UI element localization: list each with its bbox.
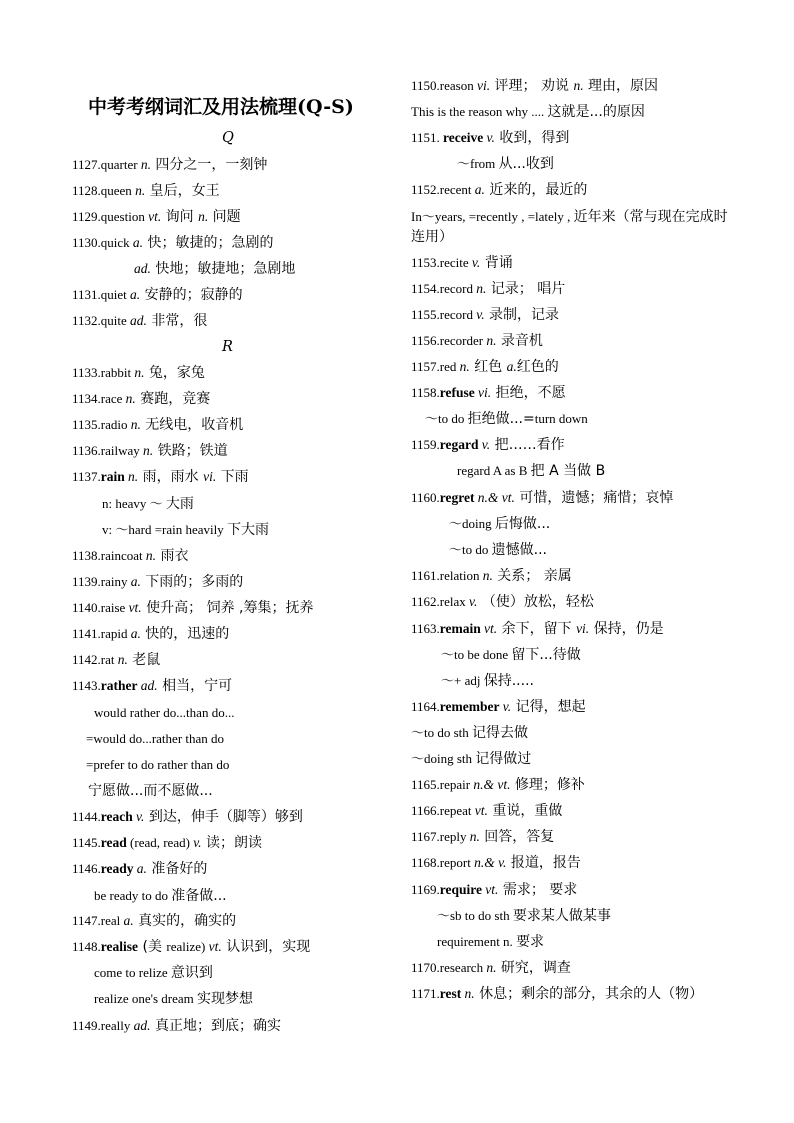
english-text: 1140.raise xyxy=(72,600,129,615)
entry-line xyxy=(411,880,577,900)
english-text: be ready to do xyxy=(94,888,172,903)
part-of-speech: v. xyxy=(502,699,512,714)
chinese-gloss: 这就是...的原因 xyxy=(547,104,645,120)
entry-line xyxy=(411,76,658,96)
part-of-speech: a. xyxy=(123,913,134,928)
chinese-gloss: 真正地；到底；确实 xyxy=(150,1018,281,1034)
entry-line xyxy=(72,467,249,487)
chinese-gloss: 拒绝，不愿 xyxy=(491,385,566,401)
entry-line xyxy=(411,331,543,351)
entry-line xyxy=(411,984,729,1004)
chinese-gloss: 红色 xyxy=(469,359,507,375)
english-text: ～to do xyxy=(449,542,492,557)
entry-line xyxy=(411,906,611,926)
english-text: 1131.quiet xyxy=(72,287,131,302)
english-text: This is the reason why .... xyxy=(411,104,548,119)
part-of-speech: n.& vt. xyxy=(477,490,515,505)
english-text: =prefer to do rather than do xyxy=(86,757,230,772)
english-text: 1154.record xyxy=(411,281,477,296)
headword: require xyxy=(439,882,483,897)
part-of-speech: vi. xyxy=(478,385,492,400)
entry-line xyxy=(72,598,314,618)
chinese-gloss: 休息；剩余的部分，其余的人（物） xyxy=(474,986,704,1002)
entry-line xyxy=(72,911,236,931)
english-text: 1158. xyxy=(411,385,440,400)
chinese-gloss: 赛跑，竞赛 xyxy=(135,391,211,407)
english-text: 1171. xyxy=(411,986,440,1001)
chinese-gloss: 记得去做 xyxy=(472,725,529,741)
entry-line xyxy=(72,389,210,409)
chinese-gloss: 大雨 xyxy=(165,496,194,512)
part-of-speech: n.& v. xyxy=(474,855,507,870)
entry-line xyxy=(411,154,554,174)
part-of-speech: vi. xyxy=(203,469,217,484)
english-text: 1129.question xyxy=(72,209,149,224)
chinese-gloss: 从...收到 xyxy=(498,156,554,172)
english-text: 1151. xyxy=(411,130,444,145)
chinese-gloss: 四分之一，一刻钟 xyxy=(150,157,268,173)
english-text: 1155.record xyxy=(411,307,477,322)
chinese-gloss: 红色的 xyxy=(516,359,559,375)
entry-line xyxy=(411,958,571,978)
part-of-speech: n. xyxy=(117,652,128,667)
part-of-speech: n. xyxy=(128,469,139,484)
english-text: ～+ adj xyxy=(441,673,484,688)
part-of-speech: n. xyxy=(469,829,480,844)
part-of-speech: vt. xyxy=(128,600,142,615)
english-text: 1168.report xyxy=(411,855,475,870)
headword: remain xyxy=(439,621,481,636)
entry-line xyxy=(72,650,160,670)
part-of-speech: n. xyxy=(130,417,141,432)
part-of-speech: v. xyxy=(486,130,495,145)
chinese-gloss: 快；敏捷的；急剧的 xyxy=(143,235,274,251)
english-text: 1163. xyxy=(411,621,440,636)
english-text: 1130.quick xyxy=(72,235,133,250)
entry-line xyxy=(411,207,729,247)
chinese-gloss: 宁愿做...而不愿做... xyxy=(88,783,213,799)
english-text: 1135.radio xyxy=(72,417,131,432)
chinese-gloss: 意识到 xyxy=(170,965,213,981)
english-text: ～sb to do sth xyxy=(437,908,513,923)
english-text: 1153.recite xyxy=(411,255,472,270)
chinese-gloss: 快地；敏捷地；急剧地 xyxy=(150,261,296,277)
english-text: ～doing xyxy=(449,516,495,531)
english-text: 1141.rapid xyxy=(72,626,131,641)
english-text: 1128.queen xyxy=(72,183,136,198)
english-text: 1137. xyxy=(72,469,101,484)
chinese-gloss: 记得做过 xyxy=(475,751,532,767)
part-of-speech: a. xyxy=(132,235,144,250)
entry-line xyxy=(411,514,550,534)
chinese-gloss: 认识到，实现 xyxy=(221,939,311,955)
chinese-gloss: 把 A 当做 B xyxy=(530,463,606,479)
chinese-gloss: 报道，报告 xyxy=(506,855,581,871)
chinese-gloss: 后悔做... xyxy=(494,516,551,532)
section-heading-q: Q xyxy=(222,130,234,146)
headword: read xyxy=(100,835,127,850)
english-text: 1164. xyxy=(411,699,440,714)
chinese-gloss: 下雨的；多雨的 xyxy=(140,574,244,590)
part-of-speech: v. xyxy=(469,594,478,609)
entry-line xyxy=(411,383,566,403)
part-of-speech: n. xyxy=(125,391,136,406)
english-text: In～years, =recently , =lately , xyxy=(411,209,574,224)
chinese-gloss: 评理； 劝说 xyxy=(490,78,574,94)
entry-line xyxy=(72,155,267,175)
entry-line xyxy=(411,540,547,560)
chinese-gloss: (美 xyxy=(138,939,167,955)
entry-line xyxy=(411,749,531,769)
entry-line xyxy=(72,233,273,253)
entry-line xyxy=(72,937,310,957)
english-text: ～to do xyxy=(425,411,468,426)
chinese-gloss: 询问 xyxy=(161,209,199,225)
entry-line xyxy=(411,592,594,612)
chinese-gloss: （使）放松，轻松 xyxy=(477,594,594,610)
entry-line xyxy=(72,572,243,592)
entry-line xyxy=(411,357,559,377)
entry-line xyxy=(72,259,295,279)
entry-line xyxy=(72,989,253,1009)
part-of-speech: vt. xyxy=(148,209,162,224)
chinese-gloss: 遗憾做... xyxy=(491,542,547,558)
part-of-speech: n. xyxy=(459,359,470,374)
chinese-gloss: 要求 xyxy=(516,934,545,950)
entry-line xyxy=(72,729,224,749)
english-text: 1166.repeat xyxy=(411,803,475,818)
entry-line xyxy=(72,311,207,331)
part-of-speech: n. xyxy=(486,333,497,348)
part-of-speech: n. xyxy=(482,568,493,583)
chinese-gloss: 准备做... xyxy=(171,888,227,904)
english-text: ～to do sth xyxy=(411,725,473,740)
english-text: 1132.quite xyxy=(72,313,131,328)
chinese-gloss: 关系； 亲属 xyxy=(492,568,572,584)
english-text: 1161.relation xyxy=(411,568,483,583)
part-of-speech: n. xyxy=(145,548,157,563)
entry-line xyxy=(411,619,664,639)
english-text: 1159. xyxy=(411,437,440,452)
entry-line xyxy=(72,859,207,879)
part-of-speech: vt. xyxy=(208,939,222,954)
chinese-gloss: 拒绝做...= xyxy=(467,411,535,427)
headword: rest xyxy=(439,986,462,1001)
part-of-speech: ad. xyxy=(130,313,147,328)
english-text: realize) xyxy=(166,939,209,954)
part-of-speech: v. xyxy=(481,437,491,452)
part-of-speech: ad. xyxy=(133,1018,151,1033)
part-of-speech: n. xyxy=(464,986,475,1001)
part-of-speech: a. xyxy=(136,861,147,876)
part-of-speech: vt. xyxy=(484,621,498,636)
chinese-gloss: 近年来（常与现在完成时连用） xyxy=(411,209,728,245)
english-text: 1144. xyxy=(72,809,101,824)
chinese-gloss: 无线电，收音机 xyxy=(140,417,244,433)
entry-line xyxy=(411,827,554,847)
part-of-speech: n. xyxy=(134,365,145,380)
entry-line xyxy=(411,253,513,273)
entry-line xyxy=(411,853,581,873)
chinese-gloss: 兔，家兔 xyxy=(144,365,205,381)
part-of-speech: vi. xyxy=(476,78,491,93)
part-of-speech: vt. xyxy=(474,803,488,818)
chinese-gloss: 收到，得到 xyxy=(494,130,570,146)
part-of-speech: n. xyxy=(573,78,584,93)
part-of-speech: v. xyxy=(476,307,485,322)
english-text: 1170.research xyxy=(411,960,487,975)
headword: refuse xyxy=(439,385,475,400)
english-text: 1167.reply xyxy=(411,829,470,844)
section-heading-r: R xyxy=(222,339,233,355)
part-of-speech: n. xyxy=(140,157,151,172)
part-of-speech: a. xyxy=(474,182,485,197)
chinese-gloss: 相当，宁可 xyxy=(157,678,233,694)
chinese-gloss: 研究，调查 xyxy=(496,960,571,976)
part-of-speech: v. xyxy=(193,835,202,850)
entry-line xyxy=(72,807,303,827)
chinese-gloss: 回答，答复 xyxy=(479,829,555,845)
entry-line xyxy=(72,520,269,540)
english-text: 1162.relax xyxy=(411,594,469,609)
chinese-gloss: 记得，想起 xyxy=(511,699,586,715)
chinese-gloss: 保持..... xyxy=(483,673,534,689)
english-text: requirement n. xyxy=(437,934,517,949)
english-text: come to relize xyxy=(94,965,171,980)
english-text: ～to be done xyxy=(441,647,512,662)
entry-line xyxy=(72,676,232,696)
headword: ready xyxy=(100,861,134,876)
chinese-gloss: 需求； 要求 xyxy=(498,882,578,898)
page-title: 中考考纲词汇及用法梳理(Q-S) xyxy=(88,96,354,118)
chinese-gloss: 把……看作 xyxy=(490,437,565,453)
english-text: 1136.railway xyxy=(72,443,143,458)
part-of-speech: vi. xyxy=(576,621,590,636)
english-text: 1150.reason xyxy=(411,78,477,93)
part-of-speech: n. xyxy=(476,281,487,296)
chinese-gloss: 皇后，女王 xyxy=(145,183,220,199)
english-text: 1148. xyxy=(72,939,101,954)
chinese-gloss: 老鼠 xyxy=(127,652,161,668)
english-text: 1133.rabbit xyxy=(72,365,135,380)
entry-line xyxy=(411,279,565,299)
entry-line xyxy=(72,886,227,906)
english-text: 1156.recorder xyxy=(411,333,487,348)
entry-line xyxy=(411,801,562,821)
chinese-gloss: 雨，雨水 xyxy=(138,469,204,485)
chinese-gloss: 重说，重做 xyxy=(487,803,563,819)
part-of-speech: a. xyxy=(130,626,141,641)
entry-line xyxy=(72,963,213,983)
entry-line xyxy=(72,781,213,801)
headword: rather xyxy=(100,678,138,693)
part-of-speech: n. xyxy=(198,209,209,224)
english-text: ～from xyxy=(457,156,499,171)
english-text: would rather do...than do... xyxy=(94,705,235,720)
entry-line xyxy=(72,703,234,723)
entry-line xyxy=(72,181,220,201)
entry-line xyxy=(411,932,544,952)
part-of-speech: a. xyxy=(130,574,141,589)
part-of-speech: n. xyxy=(143,443,154,458)
part-of-speech: n.& vt. xyxy=(473,777,511,792)
chinese-gloss: 要求某人做某事 xyxy=(512,908,611,924)
chinese-gloss: 到达，伸手（脚等）够到 xyxy=(144,809,303,825)
chinese-gloss: 近来的，最近的 xyxy=(484,182,588,198)
english-text: regard A as B xyxy=(457,463,531,478)
chinese-gloss: 可惜，遗憾；痛惜；哀悼 xyxy=(514,490,674,506)
entry-line xyxy=(72,833,262,853)
entry-line xyxy=(411,409,588,429)
entry-line xyxy=(411,488,673,508)
entry-line xyxy=(72,546,188,566)
chinese-gloss: 修理；修补 xyxy=(510,777,585,793)
chinese-gloss: 记录； 唱片 xyxy=(486,281,566,297)
english-text: realize one's dream xyxy=(94,991,198,1006)
part-of-speech: v. xyxy=(136,809,145,824)
english-text: v: ～hard =rain heavily xyxy=(102,522,228,537)
chinese-gloss: 余下，留下 xyxy=(497,621,577,637)
chinese-gloss: 问题 xyxy=(208,209,241,225)
chinese-gloss: 背诵 xyxy=(480,255,513,271)
english-text: 1145. xyxy=(72,835,101,850)
english-text: ～doing sth xyxy=(411,751,476,766)
entry-line xyxy=(411,461,605,481)
part-of-speech: a. xyxy=(130,287,141,302)
chinese-gloss: 下大雨 xyxy=(227,522,270,538)
english-text: 1139.rainy xyxy=(72,574,131,589)
entry-line xyxy=(72,415,243,435)
english-text: =would do...rather than do xyxy=(86,731,225,746)
english-text: 1160. xyxy=(411,490,440,505)
english-text: turn down xyxy=(534,411,588,426)
entry-line xyxy=(411,723,528,743)
english-text: n: heavy ～ xyxy=(102,496,166,511)
english-text: 1149.really xyxy=(72,1018,134,1033)
chinese-gloss: 录制，记录 xyxy=(484,307,560,323)
chinese-gloss: 雨衣 xyxy=(156,548,189,564)
entry-line xyxy=(411,128,569,148)
english-text: 1127.quarter xyxy=(72,157,141,172)
english-text: (read, read) xyxy=(126,835,194,850)
entry-line xyxy=(72,624,229,644)
entry-line xyxy=(72,755,229,775)
part-of-speech: a. xyxy=(506,359,517,374)
chinese-gloss: 下雨 xyxy=(216,469,249,485)
english-text: 1143. xyxy=(72,678,101,693)
chinese-gloss: 快的，迅速的 xyxy=(140,626,230,642)
chinese-gloss: 保持，仍是 xyxy=(589,621,664,637)
part-of-speech: vt. xyxy=(485,882,499,897)
chinese-gloss: 安静的；寂静的 xyxy=(140,287,243,303)
entry-line xyxy=(411,102,645,122)
headword: realise xyxy=(100,939,139,954)
english-text: 1146. xyxy=(72,861,101,876)
entry-line xyxy=(411,645,581,665)
entry-line xyxy=(411,435,565,455)
part-of-speech: n. xyxy=(135,183,146,198)
english-text: 1157.red xyxy=(411,359,460,374)
entry-line xyxy=(411,775,585,795)
headword: regard xyxy=(439,437,479,452)
english-text: 1152.recent xyxy=(411,182,475,197)
chinese-gloss: 实现梦想 xyxy=(197,991,254,1007)
headword: regret xyxy=(439,490,475,505)
english-text: 1142.rat xyxy=(72,652,118,667)
chinese-gloss: 留下...待做 xyxy=(511,647,581,663)
entry-line xyxy=(411,566,572,586)
english-text: 1169. xyxy=(411,882,440,897)
part-of-speech: n. xyxy=(486,960,497,975)
entry-line xyxy=(72,285,243,305)
entry-line xyxy=(72,363,205,383)
part-of-speech: ad. xyxy=(140,678,158,693)
part-of-speech: v. xyxy=(471,255,481,270)
part-of-speech: ad. xyxy=(134,261,151,276)
headword: rain xyxy=(100,469,125,484)
entry-line xyxy=(411,180,587,200)
entry-line xyxy=(72,1016,281,1036)
chinese-gloss: 真实的，确实的 xyxy=(133,913,237,929)
entry-line xyxy=(411,671,534,691)
chinese-gloss: 非常，很 xyxy=(146,313,208,329)
english-text: 1138.raincoat xyxy=(72,548,146,563)
headword: remember xyxy=(439,699,500,714)
chinese-gloss: 读；朗读 xyxy=(201,835,263,851)
entry-line xyxy=(72,207,241,227)
chinese-gloss: 理由，原因 xyxy=(583,78,659,94)
english-text: 1147.real xyxy=(72,913,124,928)
entry-line xyxy=(411,697,586,717)
english-text: 1165.repair xyxy=(411,777,474,792)
chinese-gloss: 使升高； 饲养 ,筹集；抚养 xyxy=(141,600,314,616)
english-text: 1134.race xyxy=(72,391,126,406)
chinese-gloss: 录音机 xyxy=(496,333,543,349)
entry-line xyxy=(72,441,228,461)
chinese-gloss: 准备好的 xyxy=(146,861,208,877)
headword: receive xyxy=(443,130,484,145)
headword: reach xyxy=(100,809,133,824)
entry-line xyxy=(72,494,194,514)
chinese-gloss: 铁路；铁道 xyxy=(153,443,228,459)
entry-line xyxy=(411,305,559,325)
